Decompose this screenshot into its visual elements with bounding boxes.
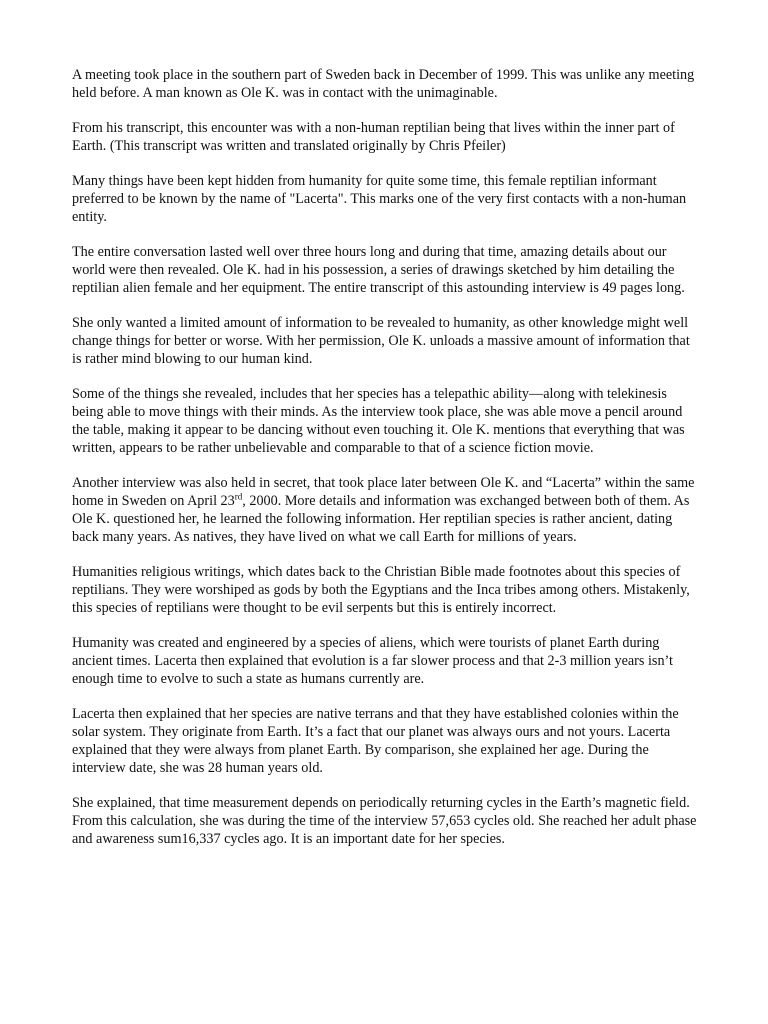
paragraph xyxy=(72,474,698,546)
paragraph: Humanity was created and engineered by a species of aliens, which were tourists of planet Earth during ancient times. Lacerta then explained that evolution is a far slower process and that 2-3 million years isn’t enough time to evolve to such a state as humans currently are. xyxy=(72,635,673,687)
paragraph: She only wanted a limited amount of information to be revealed to humanity, as other knowledge might well change things for better or worse. With her permission, Ole K. unloads a massive amount of information that is rather mind blowing to our human kind. xyxy=(72,315,690,367)
paragraph: She explained, that time measurement depends on periodically returning cycles in the Earth’s magnetic field. From this calculation, she was during the time of the interview 57,653 cycles old. She reached her adult phase and awareness sum16,337 cycles ago. It is an important date for her species. xyxy=(72,795,697,847)
paragraph: The entire conversation lasted well over three hours long and during that time, amazing details about our world were then revealed. Ole K. had in his possession, a series of drawings sketched by him detailing the reptilian alien female and her equipment. The entire transcript of this astounding interview is 49 pages long. xyxy=(72,244,685,296)
paragraph-text-after-superscript: , 2000. More details and information was exchanged between both of them. As Ole K. questioned her, he learned the following information. Her reptilian species is rather ancient, dating back many years. As natives, they have lived on what we call Earth for millions of years. xyxy=(72,493,690,545)
paragraph: Lacerta then explained that her species are native terrans and that they have established colonies within the solar system. They originate from Earth. It’s a fact that our planet was always ours and not yours. Lacerta explained that they were always from planet Earth. By comparison, she explained her age. During the interview date, she was 28 human years old. xyxy=(72,706,679,776)
paragraph: Humanities religious writings, which dates back to the Christian Bible made footnotes about this species of reptilians. They were worshiped as gods by both the Egyptians and the Inca tribes among others. Mistakenly, this species of reptilians were thought to be evil serpents but this is entirely incorrect. xyxy=(72,564,690,616)
paragraph: From his transcript, this encounter was with a non-human reptilian being that lives within the inner part of Earth. (This transcript was written and translated originally by Chris Pfeiler) xyxy=(72,120,675,154)
paragraph-text-before-superscript: Another interview was also held in secret, that took place later between Ole K. and “Lacerta” within the same home in Sweden on April 23 xyxy=(72,475,695,509)
paragraph: Many things have been kept hidden from humanity for quite some time, this female reptilian informant preferred to be known by the name of "Lacerta". This marks one of the very first contacts with a non-human entity. xyxy=(72,173,687,225)
paragraph: Some of the things she revealed, includes that her species has a telepathic ability—along with telekinesis being able to move things with their minds. As the interview took place, she was able move a pencil around the table, making it appear to be dancing without even touching it. Ole K. mentions that everything that was written, appears to be rather unbelievable and comparable to that of a science fiction movie. xyxy=(72,386,685,456)
paragraph: A meeting took place in the southern part of Sweden back in December of 1999. This was unlike any meeting held before. A man known as Ole K. was in contact with the unimaginable. xyxy=(72,67,695,101)
ordinal-superscript: rd xyxy=(234,491,243,502)
